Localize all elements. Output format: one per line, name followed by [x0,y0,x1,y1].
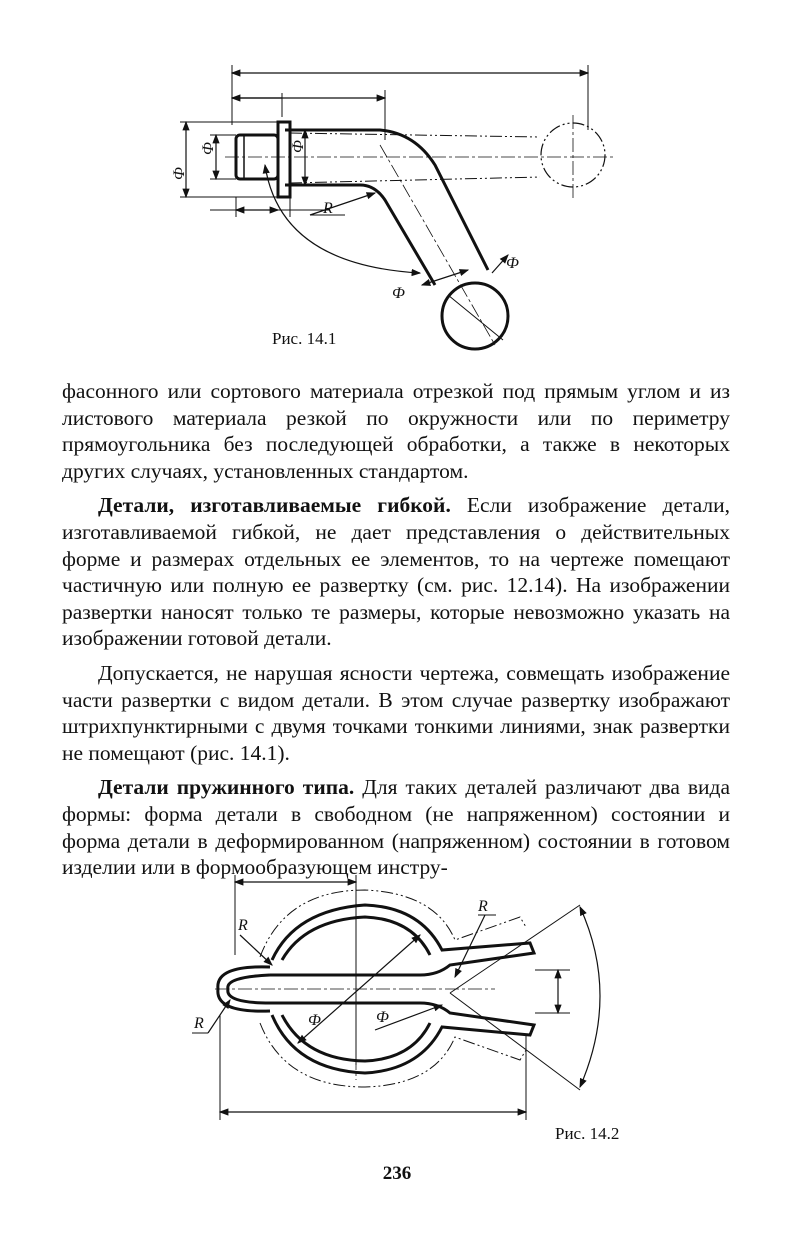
fig1-label-phi-flange: Ф [290,140,307,153]
fig1-label-phi-inner: Ф [200,142,217,155]
fig2-label-phi-small: Ф [376,1009,389,1026]
figure-14-1-caption: Рис. 14.1 [272,329,337,348]
fig1-label-phi-neck: Ф [392,285,405,302]
fig1-label-radius: R [323,200,333,217]
paragraph-1: фасонного или сортового материала отрезкой под прямым углом и из листового материала резкой по окружности или по периметру прямоугольника без последующей обработки, а также в некоторых других случаях, установленных стандартом. [62,379,730,483]
figure-14-2-caption: Рис. 14.2 [555,1124,620,1143]
fig2-label-radius-left: R [194,1015,204,1032]
paragraph-2-heading: Детали, изготавливаемые гибкой. [98,493,451,518]
paragraph-4: Детали пружинного типа. Для таких деталей различают два вида формы: форма детали в свободном (не напряженном) состоянии и форма детали в деформированном (напряженном) состоянии в готовом изделии или в формообразующем инстру- [62,775,731,880]
paragraph-3: Допускается, не нарушая ясности чертежа, совмещать изображение части развертки с видом детали. В этом случае развертку изображают штрихпунктирными с двумя точками тонкими линиями, знак развертки не помещают (рис. 14.1). [62,660,730,765]
figure-14-1-drawing [170,55,620,365]
fig2-label-radius-top: R [238,917,248,934]
body-text [62,378,730,881]
figure-14-2-drawing [180,865,650,1150]
page-number: 236 [382,1163,412,1184]
fig1-label-phi-outer: Ф [171,167,188,180]
fig1-label-phi-ball: Ф [506,255,519,272]
fig2-label-radius-right: R [478,898,488,915]
paragraph-2: Детали, изготавливаемые гибкой. Если изображение детали, изготавливаемой гибкой, не дает представления о действительных форме и размерах отдельных ее элементов, то на чертеже помещают частичную или полную ее развертку (см. рис. 12.14). На изображении развертки наносят только те размеры, которые невозможно указать на изображении готовой детали. [62,493,730,651]
fig2-label-phi-big: Ф [308,1012,321,1029]
paragraph-4-heading: Детали пружинного типа. [98,775,355,800]
